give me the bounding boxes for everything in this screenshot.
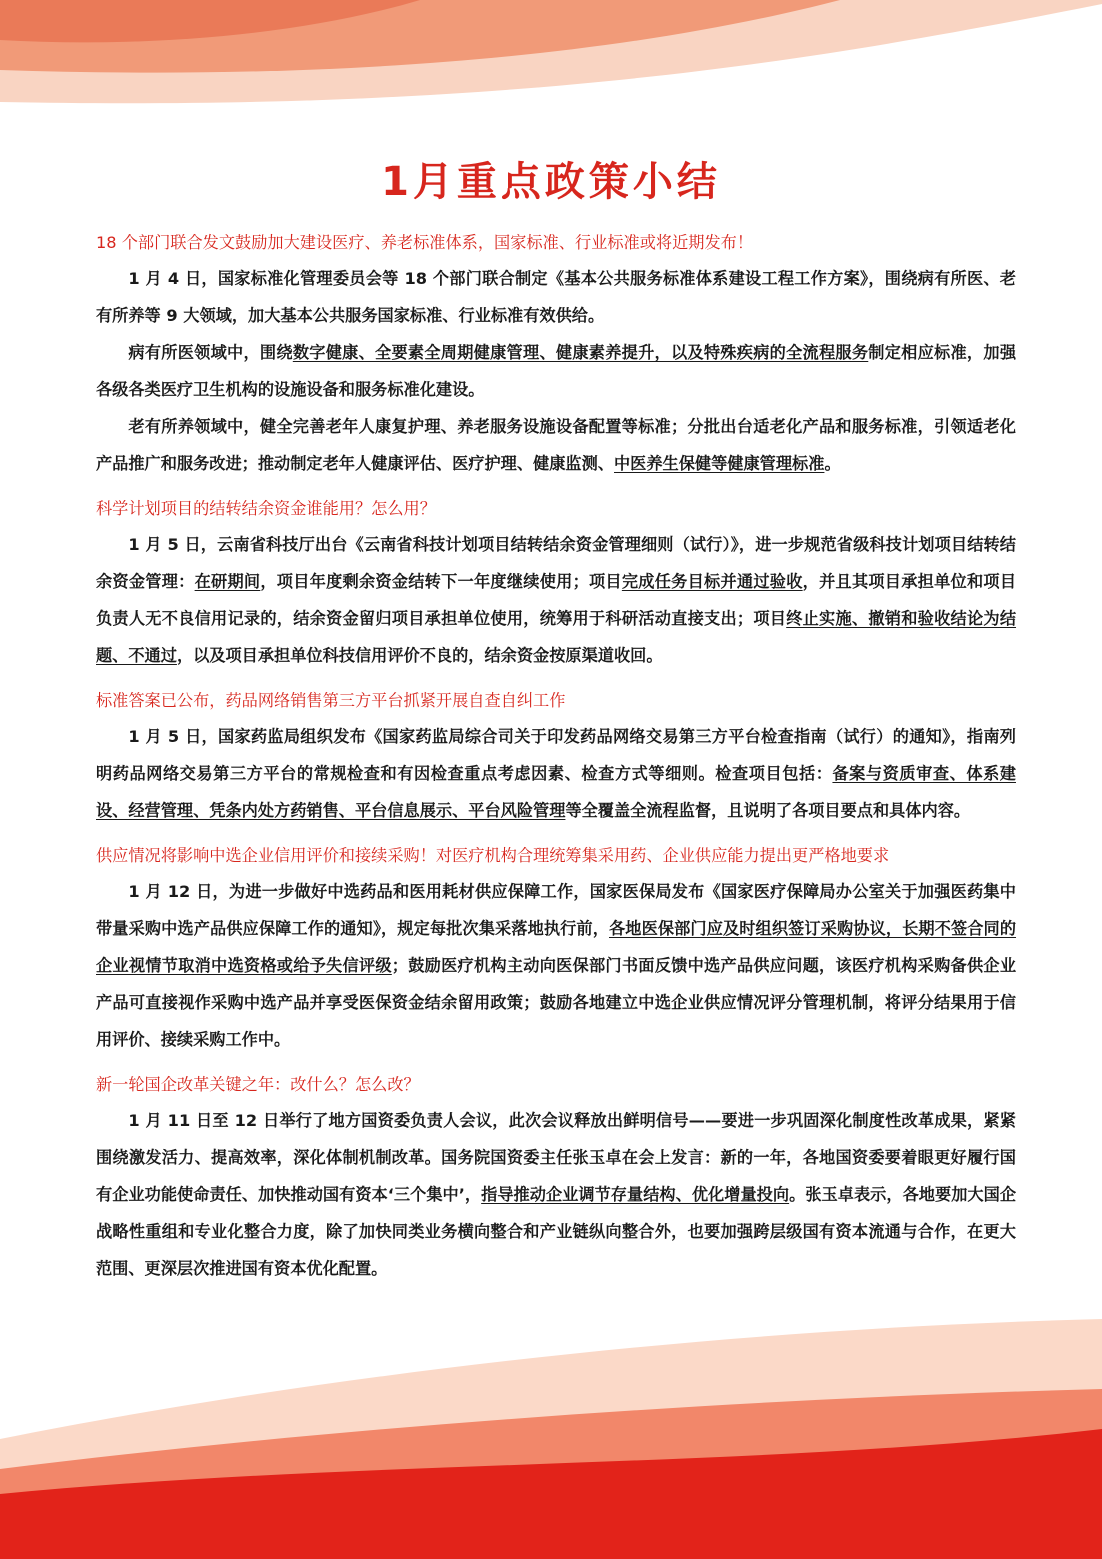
policy-summary-body bbox=[96, 226, 1016, 1297]
section-paragraph bbox=[96, 873, 1016, 1058]
underlined-text: 终止实施、撤销和验收结论为结题、不通过 bbox=[96, 609, 1017, 665]
policy-section bbox=[96, 839, 1016, 1058]
paragraph-text: 病有所医领域中，围绕 bbox=[128, 343, 293, 362]
paragraph-text: 1 月 4 日，国家标准化管理委员会等 18 个部门联合制定《基本公共服务标准体系建设工程工作方案》，围绕病有所医、老有所养等 9 大领域，加大基本公共服务国家标准、行业标准有效供给。 bbox=[96, 269, 1016, 325]
section-paragraph bbox=[96, 260, 1016, 334]
section-paragraph bbox=[96, 334, 1016, 408]
policy-section bbox=[96, 492, 1016, 674]
bottom-wave-mid bbox=[0, 1389, 1102, 1559]
underlined-text: 中医养生保健等健康管理标准 bbox=[614, 454, 825, 473]
paragraph-text: 。张玉卓表示，各地要加大国企战略性重组和专业化整合力度，除了加快同类业务横向整合和产业链纵向整合外，也要加强跨层级国有资本流通与合作，在更大范围、更深层次推进国有资本优化配置。 bbox=[96, 1185, 1017, 1278]
paragraph-text: 1 月 5 日，云南省科技厅出台《云南省科技计划项目结转结余资金管理细则（试行）》，进一步规范省级科技计划项目结转结余资金管理： bbox=[96, 535, 1016, 591]
underlined-text: 在研期间 bbox=[194, 572, 261, 591]
top-wave-light bbox=[0, 0, 1102, 103]
paragraph-text: ，项目年度剩余资金结转下一年度继续使用；项目 bbox=[260, 572, 622, 591]
top-wave-dark bbox=[0, 0, 420, 42]
paragraph-text: ；鼓励医疗机构主动向医保部门书面反馈中选产品供应问题，该医疗机构采购备供企业产品可直接视作采购中选产品并享受医保资金结余留用政策；鼓励各地建立中选企业供应情况评分管理机制，将评分结果用于信用评价、接续采购工作中。 bbox=[96, 956, 1017, 1049]
top-wave-mid bbox=[0, 0, 840, 73]
bottom-wave-light bbox=[0, 1319, 1102, 1559]
section-heading: 供应情况将影响中选企业信用评价和接续采购！对医疗机构合理统筹集采用药、企业供应能力提出更严格地要求 bbox=[96, 846, 890, 865]
section-paragraph bbox=[96, 408, 1016, 482]
paragraph-text: 1 月 5 日，国家药监局组织发布《国家药监局综合司关于印发药品网络交易第三方平台检查指南（试行）的通知》，指南列明药品网络交易第三方平台的常规检查和有因检查重点考虑因素、检查方式等细则。检查项目包括： bbox=[96, 727, 1016, 783]
paragraph-text: ，并且其项目承担单位和项目负责人无不良信用记录的，结余资金留归项目承担单位使用，统筹用于科研活动直接支出；项目 bbox=[96, 572, 1017, 628]
paragraph-text: 1 月 11 日至 12 日举行了地方国资委负责人会议，此次会议释放出鲜明信号——要进一步巩固深化制度性改革成果，紧紧围绕激发活力、提高效率，深化体制机制改革。国务院国资委主任张玉卓在会上发言：新的一年，各地国资委要着眼更好履行国有企业功能使命责任、加快推动国有资本‘三个集中’， bbox=[96, 1111, 1016, 1204]
paragraph-text: ，以及项目承担单位科技信用评价不良的，结余资金按原渠道收回。 bbox=[176, 646, 663, 665]
page-title: 1月重点政策小结 bbox=[381, 159, 721, 205]
section-paragraph bbox=[96, 1102, 1016, 1287]
section-paragraph bbox=[96, 718, 1016, 829]
paragraph-text: 1 月 12 日，为进一步做好中选药品和医用耗材供应保障工作，国家医保局发布《国家医疗保障局办公室关于加强医药集中带量采购中选产品供应保障工作的通知》，规定每批次集采落地执行前， bbox=[96, 882, 1016, 938]
underlined-text: 备案与资质审查、体系建设、经营管理、凭条内处方药销售、平台信息展示、平台风险管理 bbox=[96, 764, 1016, 820]
underlined-text: 指导推动企业调节存量结构、优化增量投向 bbox=[481, 1185, 790, 1204]
top-wave-decoration bbox=[0, 0, 1102, 120]
paragraph-text: 老有所养领域中，健全完善老年人康复护理、养老服务设施设备配置等标准；分批出台适老化产品和服务标准，引领适老化产品推广和服务改进；推动制定老年人健康评估、医疗护理、健康监测、 bbox=[96, 417, 1016, 473]
section-paragraph bbox=[96, 526, 1016, 674]
section-heading: 新一轮国企改革关键之年：改什么？怎么改？ bbox=[96, 1075, 420, 1094]
bottom-wave-decoration bbox=[0, 1319, 1102, 1559]
section-heading: 标准答案已公布，药品网络销售第三方平台抓紧开展自查自纠工作 bbox=[96, 691, 566, 710]
paragraph-text: 等全覆盖全流程监督，且说明了各项目要点和具体内容。 bbox=[565, 801, 971, 820]
underlined-text: 完成任务目标并通过验收 bbox=[621, 572, 803, 591]
bottom-wave-dark bbox=[0, 1429, 1102, 1559]
policy-section bbox=[96, 1068, 1016, 1287]
paragraph-text: 。 bbox=[824, 454, 841, 473]
section-heading: 18 个部门联合发文鼓励加大建设医疗、养老标准体系，国家标准、行业标准或将近期发布！ bbox=[96, 233, 754, 252]
section-heading: 科学计划项目的结转结余资金谁能用？怎么用？ bbox=[96, 499, 436, 518]
underlined-text: 各地医保部门应及时组织签订采购协议，长期不签合同的企业视情节取消中选资格或给予失信评级 bbox=[96, 919, 1017, 975]
underlined-text: 数字健康、全要素全周期健康管理、健康素养提升，以及特殊疾病的全流程服务 bbox=[292, 343, 869, 362]
policy-section bbox=[96, 684, 1016, 829]
paragraph-text: 制定相应标准，加强各级各类医疗卫生机构的设施设备和服务标准化建设。 bbox=[96, 343, 1017, 399]
policy-section bbox=[96, 226, 1016, 482]
